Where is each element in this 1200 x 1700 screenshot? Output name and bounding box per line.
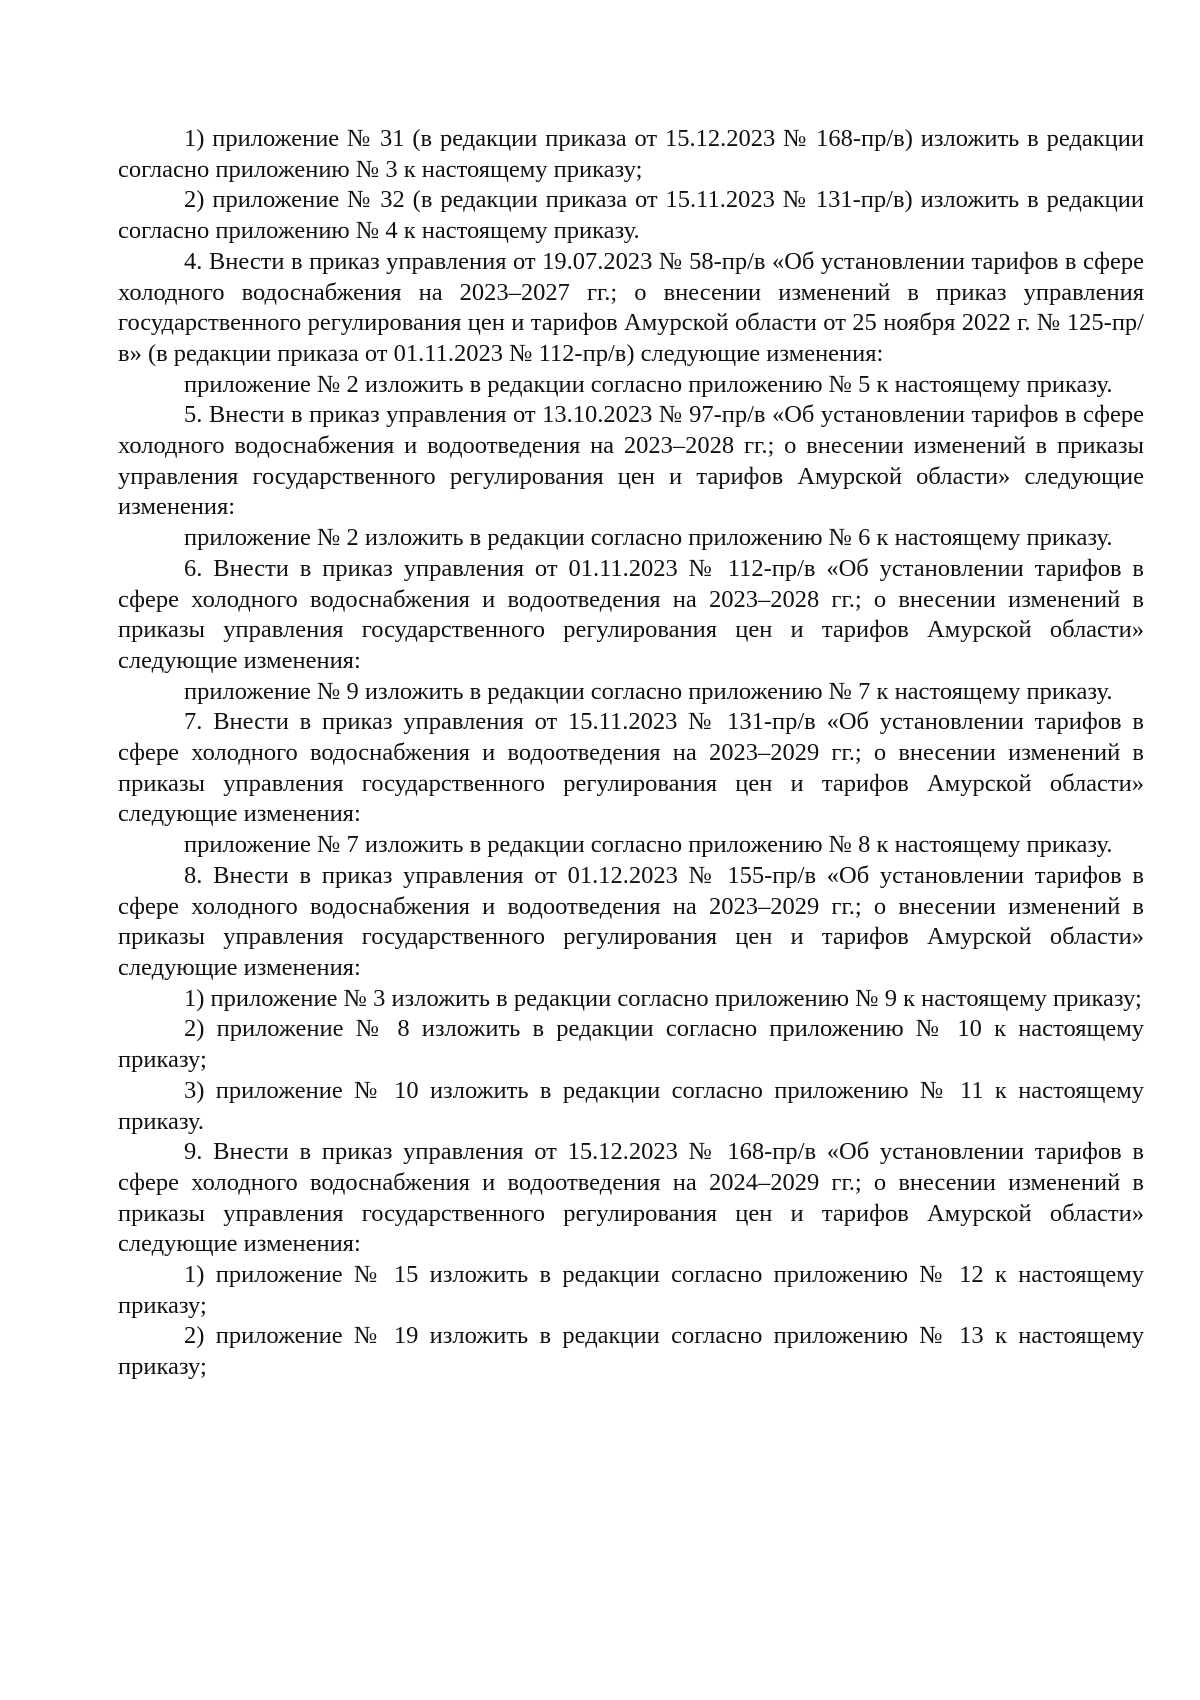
- paragraph-17: 2) приложение № 19 изложить в редакции согласно приложению № 13 к настоящему приказу;: [118, 1322, 1144, 1381]
- paragraph-11: 8. Внести в приказ управления от 01.12.2023 № 155-пр/в «Об установлении тарифов в сфере холодного водоснабжения и водоотведения на 2023–2029 гг.; о внесении изменений в приказы управления государственного регулирования цен и тарифов Амурской области» следующие изменения:: [118, 861, 1144, 981]
- paragraph-4: приложение № 2 изложить в редакции согласно приложению № 5 к настоящему приказу.: [184, 370, 1113, 398]
- paragraph-13: 2) приложение № 8 изложить в редакции согласно приложению № 10 к настоящему приказу;: [118, 1015, 1144, 1074]
- paragraph-9: 7. Внести в приказ управления от 15.11.2023 № 131-пр/в «Об установлении тарифов в сфере холодного водоснабжения и водоотведения на 2023–2029 гг.; о внесении изменений в приказы управления государственного регулирования цен и тарифов Амурской области» следующие изменения:: [118, 708, 1144, 828]
- paragraph-8: приложение № 9 изложить в редакции согласно приложению № 7 к настоящему приказу.: [184, 677, 1113, 705]
- paragraph-7: 6. Внести в приказ управления от 01.11.2023 № 112-пр/в «Об установлении тарифов в сфере холодного водоснабжения и водоотведения на 2023–2028 гг.; о внесении изменений в приказы управления государственного регулирования цен и тарифов Амурской области» следующие изменения:: [118, 554, 1144, 674]
- paragraph-6: приложение № 2 изложить в редакции согласно приложению № 6 к настоящему приказу.: [184, 524, 1113, 552]
- paragraph-12: 1) приложение № 3 изложить в редакции согласно приложению № 9 к настоящему приказу;: [184, 984, 1142, 1012]
- paragraph-1: 1) приложение № 31 (в редакции приказа от 15.12.2023 № 168-пр/в) изложить в редакции согласно приложению № 3 к настоящему приказу;: [118, 125, 1144, 183]
- paragraph-2: 2) приложение № 32 (в редакции приказа от 15.11.2023 № 131-пр/в) изложить в редакции согласно приложению № 4 к настоящему приказу.: [118, 186, 1144, 245]
- paragraph-14: 3) приложение № 10 изложить в редакции согласно приложению № 11 к настоящему приказу.: [118, 1076, 1144, 1135]
- document-page: [118, 124, 1144, 1383]
- paragraph-3: 4. Внести в приказ управления от 19.07.2023 № 58-пр/в «Об установлении тарифов в сфере холодного водоснабжения на 2023–2027 гг.; о внесении изменений в приказ управления государственного регулирования цен и тарифов Амурской области от 25 ноября 2022 г. № 125-пр/в» (в редакции приказа от 01.11.2023 № 112-пр/в) следующие изменения:: [118, 247, 1144, 367]
- paragraph-5: 5. Внести в приказ управления от 13.10.2023 № 97-пр/в «Об установлении тарифов в сфере холодного водоснабжения и водоотведения на 2023–2028 гг.; о внесении изменений в приказы управления государственного регулирования цен и тарифов Амурской области» следующие изменения:: [118, 401, 1144, 521]
- paragraph-10: приложение № 7 изложить в редакции согласно приложению № 8 к настоящему приказу.: [184, 831, 1113, 859]
- paragraph-15: 9. Внести в приказ управления от 15.12.2023 № 168-пр/в «Об установлении тарифов в сфере холодного водоснабжения и водоотведения на 2024–2029 гг.; о внесении изменений в приказы управления государственного регулирования цен и тарифов Амурской области» следующие изменения:: [118, 1138, 1144, 1258]
- paragraph-16: 1) приложение № 15 изложить в редакции согласно приложению № 12 к настоящему приказу;: [118, 1261, 1144, 1319]
